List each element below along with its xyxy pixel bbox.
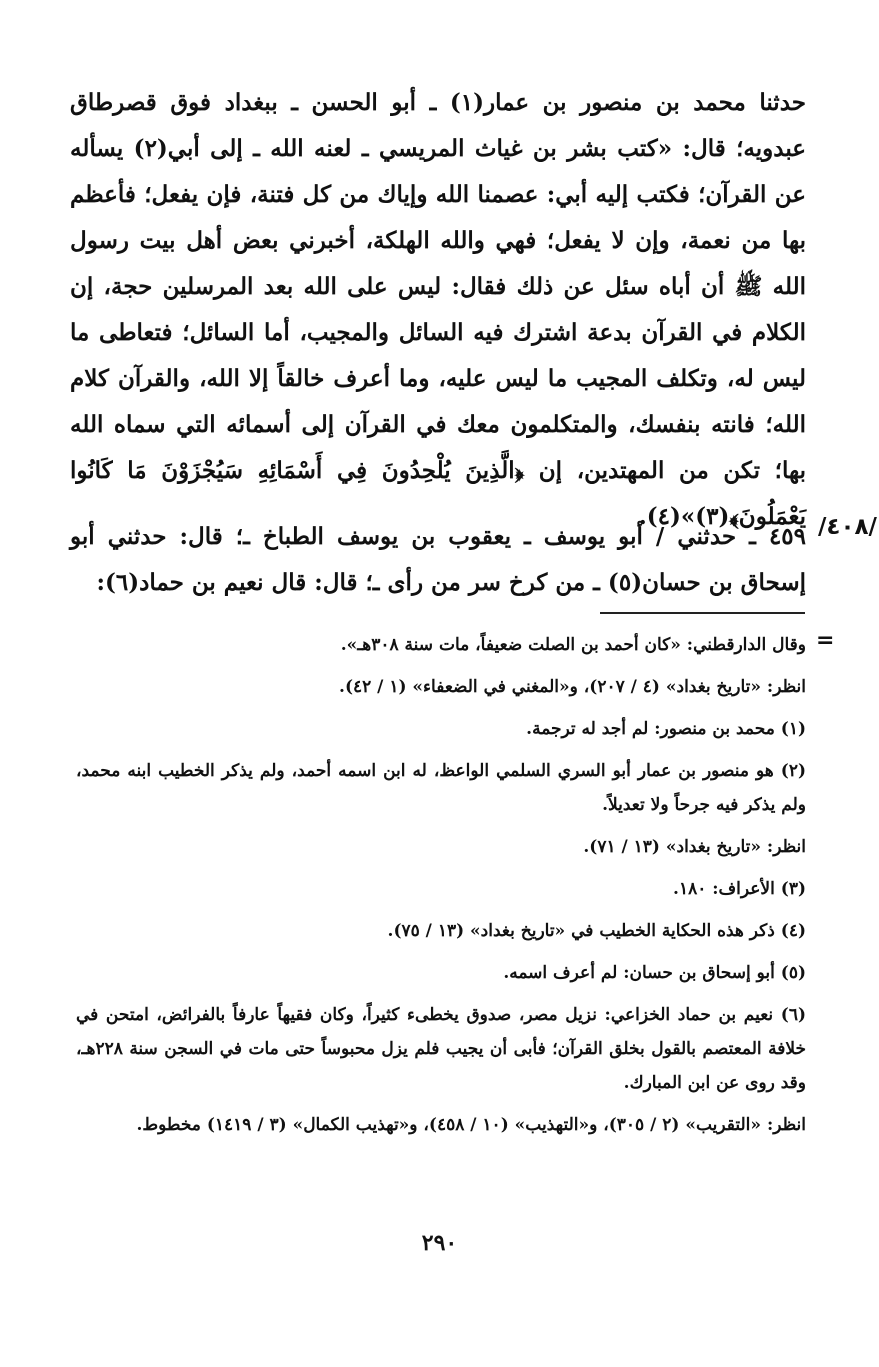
footnote-line: وقال الدارقطني: «كان أحمد بن الصلت ضعيفاً، مات سنة ٣٠٨هـ». bbox=[340, 635, 806, 655]
footnote-line: انظر: «تاريخ بغداد» (٤ / ٢٠٧)، و«المغني في الضعفاء» (١ / ٤٢). bbox=[339, 677, 806, 697]
page-number: ٢٩٠ bbox=[421, 1230, 458, 1256]
footnote-line: انظر: «تاريخ بغداد» (١٣ / ٧١). bbox=[583, 837, 806, 857]
footnote-line: انظر: «التقريب» (٢ / ٣٠٥)، و«التهذيب» (١٠ / ٤٥٨)، و«تهذيب الكمال» (٣ / ١٤١٩) مخطوط. bbox=[136, 1115, 806, 1135]
main-text-block bbox=[70, 80, 806, 540]
footnote-3: (٣) الأعراف: ١٨٠. bbox=[673, 879, 806, 899]
main-paragraph: حدثنا محمد بن منصور بن عمار(١) ـ أبو الحسن ـ ببغداد فوق قصرطاق عبدويه؛ قال: «كتب بشر بن غياث المريسي ـ لعنه الله ـ إلى أبي(٢) يسأله عن القرآن؛ فكتب إليه أبي: عصمنا الله وإياك من كل فتنة، فإن يفعل؛ فأعظم بها من نعمة، وإن لا يفعل؛ فهي والله الهلكة، أخبرني بعض أهل بيت رسول الله ﷺ أن أباه سئل عن ذلك فقال: ليس على الله بعد المرسلين حجة، إن الكلام في القرآن بدعة اشترك فيه السائل والمجيب، أما السائل؛ فتعاطى ما ليس له، وتكلف المجيب ما ليس عليه، وما أعرف خالقاً إلا الله، والقرآن كلام الله؛ فانته بنفسك، والمتكلمون معك في القرآن إلى أسمائه التي سماه الله بها؛ تكن من المهتدين، إن ﴿الَّذِينَ يُلْحِدُونَ فِي أَسْمَائِهِ سَيُجْزَوْنَ مَا كَانُوا يَعْمَلُونَ﴾(٣)»(٤). bbox=[70, 89, 806, 530]
footnote-6: (٦) نعيم بن حماد الخزاعي: نزيل مصر، صدوق يخطىء كثيراً، وكان فقيهاً عارفاً بالفرائض، امتحن في خلافة المعتصم بالقول بخلق القرآن؛ فأبى أن يجيب فلم يزل محبوساً حتى مات في السجن سنة ٢٢٨هـ، وقد روى عن ابن المبارك. bbox=[76, 1005, 806, 1093]
footnote-continuation-mark: = bbox=[816, 628, 835, 653]
footnote-1: (١) محمد بن منصور: لم أجد له ترجمة. bbox=[526, 719, 806, 739]
hadith-block bbox=[70, 514, 806, 606]
margin-page-reference: /٤٠٨/ bbox=[818, 514, 877, 540]
hadith-paragraph: ٤٥٩ ـ حدثني / أبو يوسف ـ يعقوب بن يوسف الطباخ ـ؛ قال: حدثني أبو إسحاق بن حسان(٥) ـ من كرخ سر من رأى ـ؛ قال: قال نعيم بن حماد(٦): bbox=[70, 523, 806, 596]
footnotes-block bbox=[76, 628, 806, 1150]
footnote-2: (٢) هو منصور بن عمار أبو السري السلمي الواعظ، له ابن اسمه أحمد، ولم يذكر الخطيب ابنه محمد، ولم يذكر فيه جرحاً ولا تعديلاً. bbox=[76, 761, 806, 815]
footnote-5: (٥) أبو إسحاق بن حسان: لم أعرف اسمه. bbox=[503, 963, 806, 983]
footnote-4: (٤) ذكر هذه الحكاية الخطيب في «تاريخ بغداد» (١٣ / ٧٥). bbox=[387, 921, 806, 941]
footnote-divider bbox=[600, 612, 805, 614]
